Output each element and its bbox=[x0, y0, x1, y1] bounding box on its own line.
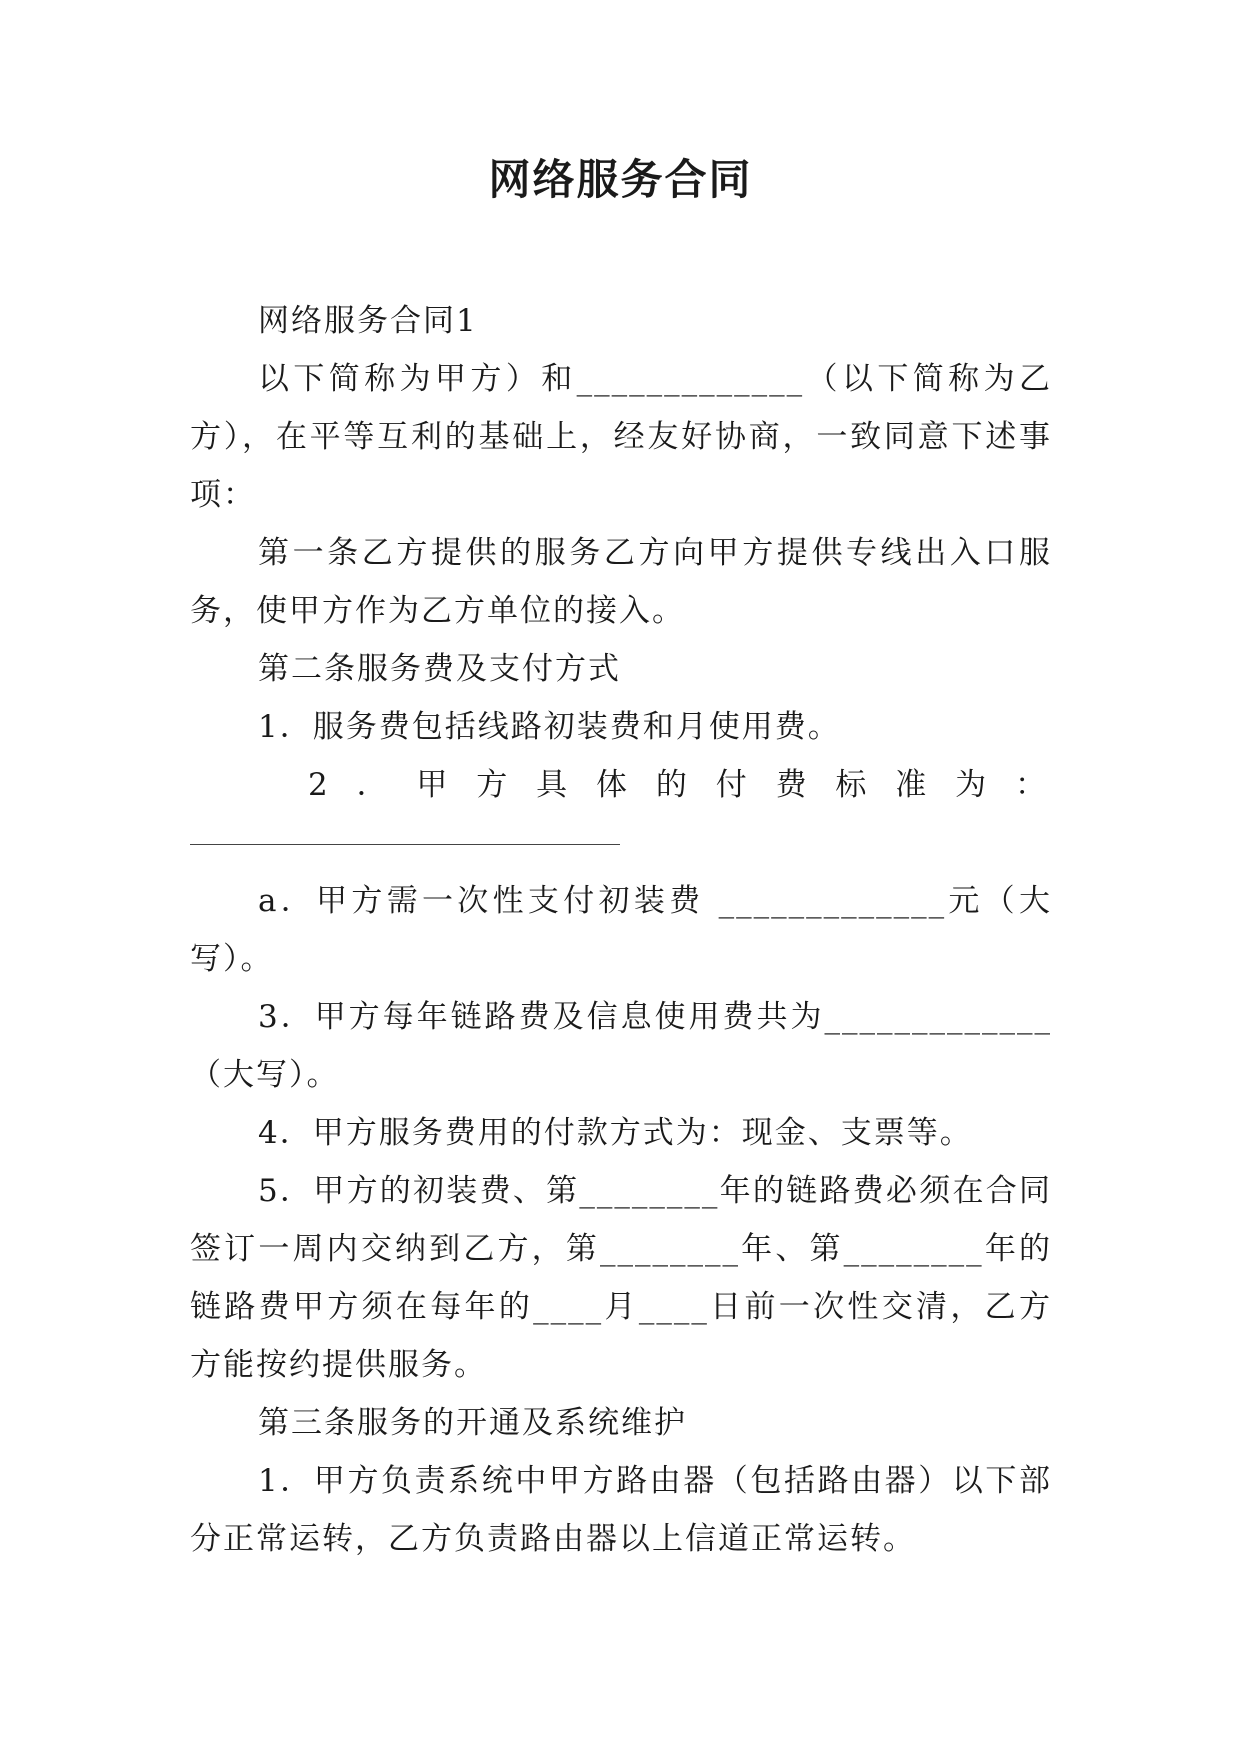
paragraph-intro: 以下简称为甲方）和_____________（以下简称为乙方），在平等互利的基础上，经友好协商，一致同意下述事项： bbox=[190, 361, 1052, 513]
paragraph-article-3-heading: 第三条服务的开通及系统维护 bbox=[258, 1405, 687, 1441]
fee-standard-blank bbox=[190, 814, 1052, 872]
paragraph-annual-fee: 3．甲方每年链路费及信息使用费共为_____________（大写）。 bbox=[190, 999, 1052, 1093]
paragraph-payment-schedule: 5．甲方的初装费、第________年的链路费必须在合同签订一周内交纳到乙方，第________年、第________年的链路费甲方须在每年的____月____日前一次性交清，乙方方能按约提供服务。 bbox=[190, 1173, 1052, 1383]
paragraph-fee-standard: 2．甲方具体的付费标准为： bbox=[308, 767, 1052, 803]
blank-underline bbox=[190, 844, 620, 845]
paragraph-fee-composition: 1．服务费包括线路初装费和月使用费。 bbox=[258, 709, 841, 745]
paragraph-article-2-heading: 第二条服务费及支付方式 bbox=[258, 651, 621, 687]
paragraph-heading: 网络服务合同1 bbox=[258, 303, 478, 339]
paragraph-article-1: 第一条乙方提供的服务乙方向甲方提供专线出入口服务，使甲方作为乙方单位的接入。 bbox=[190, 535, 1052, 629]
paragraph-payment-method: 4．甲方服务费用的付款方式为：现金、支票等。 bbox=[258, 1115, 973, 1151]
document-body bbox=[190, 292, 1052, 1568]
paragraph-maintenance: 1．甲方负责系统中甲方路由器（包括路由器）以下部分正常运转，乙方负责路由器以上信道正常运转。 bbox=[190, 1463, 1052, 1557]
paragraph-installation-fee: a．甲方需一次性支付初装费 _____________元（大写）。 bbox=[190, 883, 1052, 977]
document-title: 网络服务合同 bbox=[488, 155, 753, 204]
